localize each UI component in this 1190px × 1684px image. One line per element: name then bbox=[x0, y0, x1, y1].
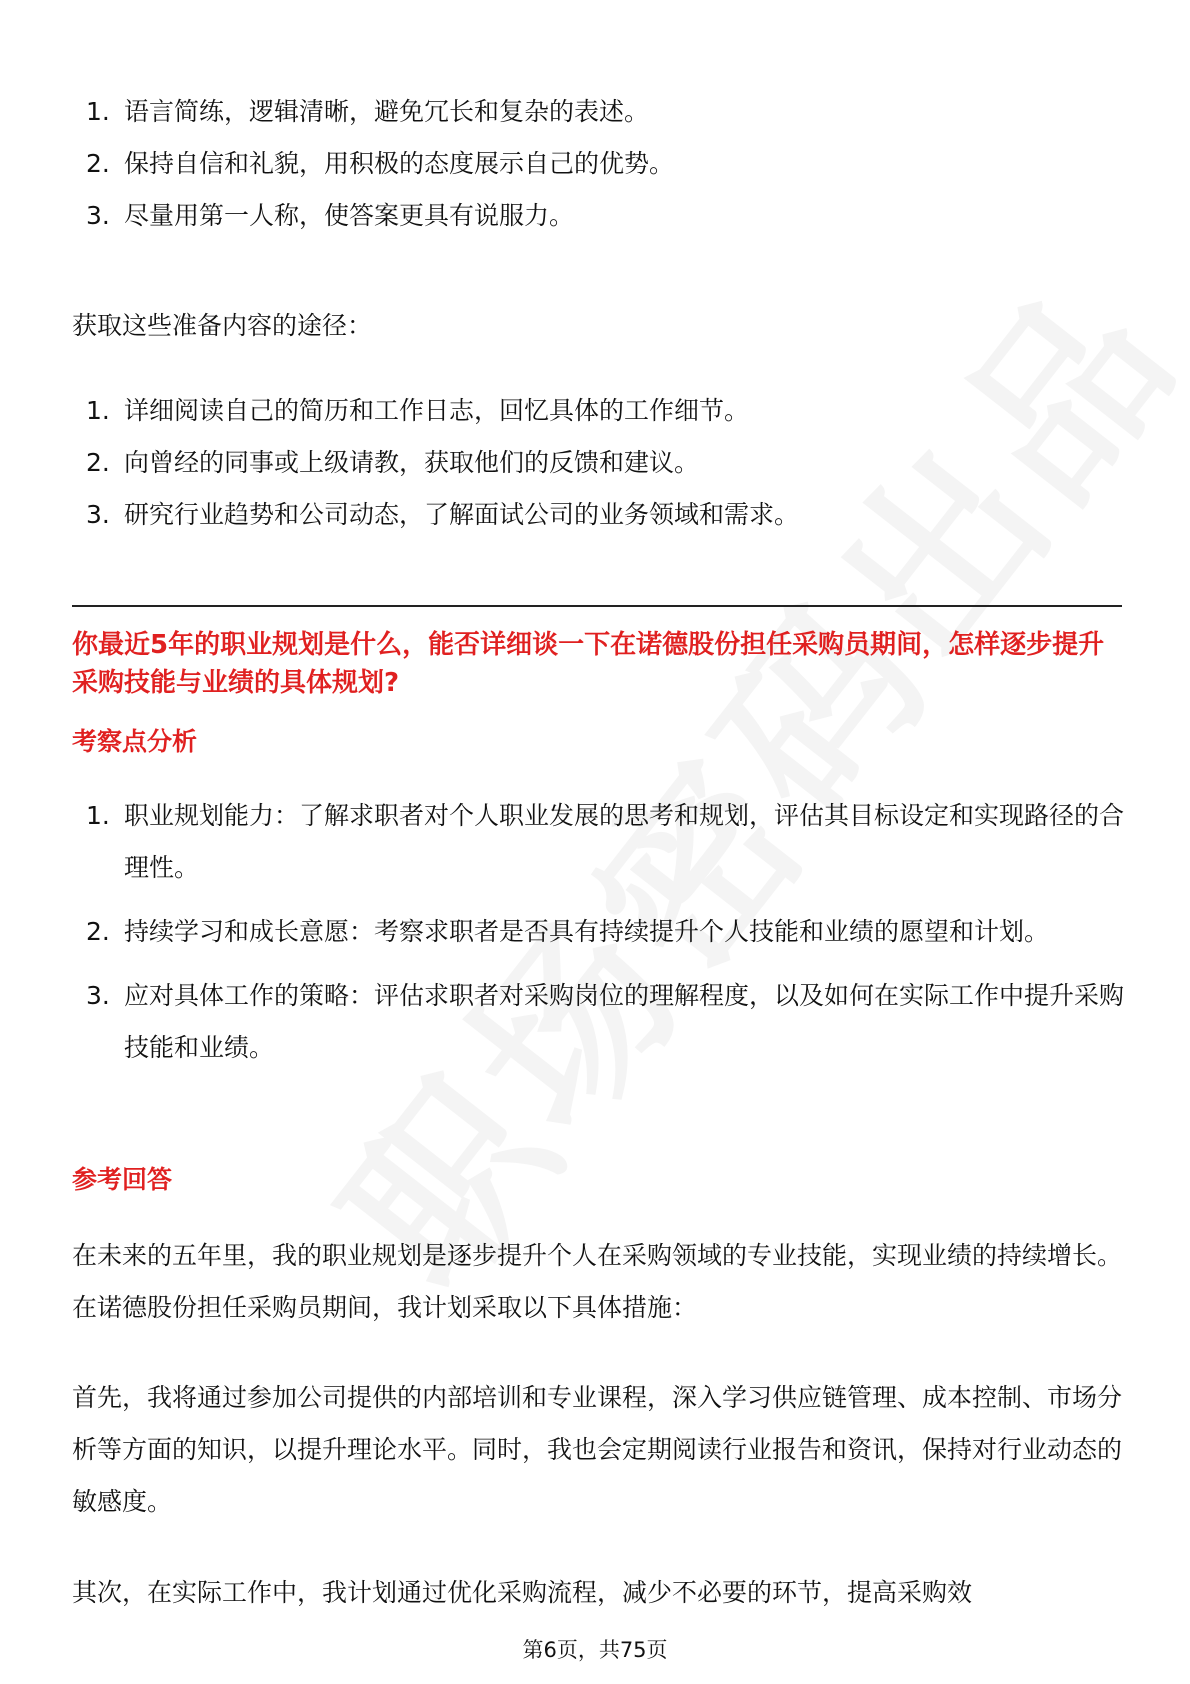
list-item: 3. 研究行业趋势和公司动态，了解面试公司的业务领域和需求。 bbox=[86, 500, 800, 529]
sources-intro: 获取这些准备内容的途径： bbox=[72, 311, 373, 340]
list-item: 1. 语言简练，逻辑清晰，避免冗长和复杂的表述。 bbox=[86, 97, 650, 126]
answer-paragraph: 首先，我将通过参加公司提供的内部培训和专业课程，深入学习供应链管理、成本控制、市场分析等方面的知识，以提升理论水平。同时，我也会定期阅读行业报告和资讯，保持对行业动态的敏感度。 bbox=[72, 1383, 1123, 1516]
answer-paragraph: 在未来的五年里，我的职业规划是逐步提升个人在采购领域的专业技能，实现业绩的持续增长。在诺德股份担任采购员期间，我计划采取以下具体措施： bbox=[72, 1241, 1123, 1322]
list-item: 2. 向曾经的同事或上级请教，获取他们的反馈和建议。 bbox=[86, 448, 700, 477]
analysis-list bbox=[72, 790, 1132, 1074]
list-item: 2. 保持自信和礼貌，用积极的态度展示自己的优势。 bbox=[86, 149, 675, 178]
page-number: 第6页，共75页 bbox=[522, 1638, 668, 1662]
list-item: 1. 详细阅读自己的简历和工作日志，回忆具体的工作细节。 bbox=[86, 396, 750, 425]
list-item: 3. 尽量用第一人称，使答案更具有说服力。 bbox=[86, 201, 575, 230]
question-heading: 你最近5年的职业规划是什么，能否详细谈一下在诺德股份担任采购员期间，怎样逐步提升采购技能与业绩的具体规划? bbox=[72, 630, 1105, 698]
analysis-label: 考察点分析 bbox=[72, 727, 198, 756]
section-divider bbox=[72, 605, 1122, 607]
answer-label: 参考回答 bbox=[72, 1165, 173, 1194]
list-item: 2. 持续学习和成长意愿：考察求职者是否具有持续提升个人技能和业绩的愿望和计划。 bbox=[86, 917, 1050, 946]
list-item: 1. 职业规划能力：了解求职者对个人职业发展的思考和规划，评估其目标设定和实现路径的合理性。 bbox=[86, 801, 1125, 882]
sources-list bbox=[72, 385, 1132, 541]
list-item: 3. 应对具体工作的策略：评估求职者对采购岗位的理解程度，以及如何在实际工作中提升采购技能和业绩。 bbox=[86, 981, 1125, 1062]
answer-paragraph: 其次，在实际工作中，我计划通过优化采购流程，减少不必要的环节，提高采购效 bbox=[72, 1578, 973, 1607]
tips-list bbox=[72, 86, 1132, 242]
